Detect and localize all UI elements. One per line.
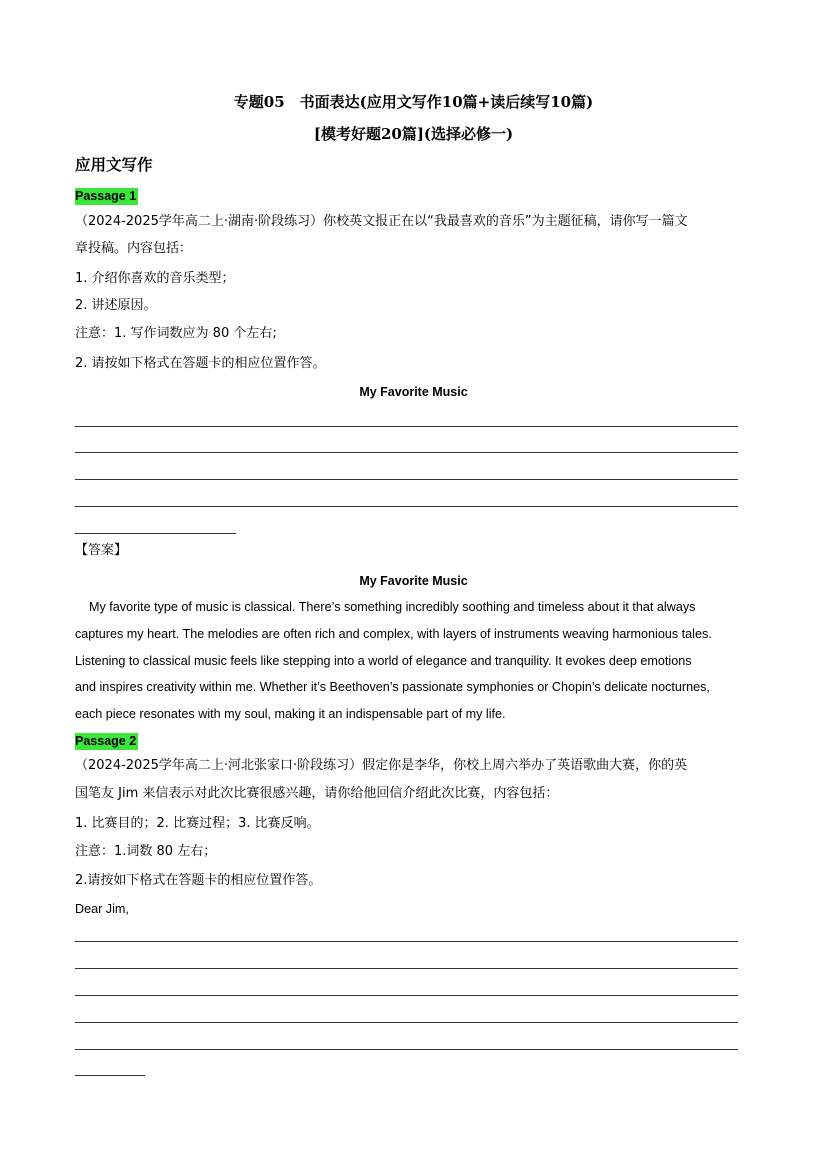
answer-line (75, 426, 738, 427)
document-title-line2: [模考好题20篇](选择必修一) (313, 125, 514, 143)
passage1-tag: Passage 1 (75, 189, 137, 203)
answer-line (75, 995, 738, 996)
answer-line (75, 479, 738, 480)
answer-text-line: each piece resonates with my soul, making it an indispensable part of my life. (75, 707, 506, 721)
passage2-note1: 注意：1.词数 80 左右； (75, 844, 217, 859)
answer-text-line: and inspires creativity within me. Whether it’s Beethoven’s passionate symphonies or Chopin’s delicate nocturnes, (75, 680, 710, 694)
passage2-items: 1. 比赛目的；2. 比赛过程；3. 比赛反响。 (75, 816, 320, 831)
answer-text-line: captures my heart. The melodies are often rich and complex, with layers of instruments weaving harmonious tales. (75, 627, 712, 641)
document-title-line1: 专题05 书面表达(应用文写作10篇+读后续写10篇) (233, 93, 594, 111)
passage2-salutation: Dear Jim, (75, 902, 129, 916)
passage2-prompt-line2: 国笔友 Jim 来信表示对此次比赛很感兴趣，请你给他回信介绍此次比赛，内容包括： (75, 786, 559, 801)
passage1-essay-title: My Favorite Music (359, 385, 468, 399)
answer-line (75, 533, 236, 534)
answer-line (75, 1075, 145, 1076)
answer-label: 【答案】 (75, 543, 128, 558)
answer-line (75, 1022, 738, 1023)
passage1-prompt-line1: （2024-2025学年高二上·湖南·阶段练习）你校英文报正在以“我最喜欢的音乐”为主题征稿，请你写一篇文 (75, 214, 688, 229)
answer-title: My Favorite Music (359, 574, 468, 588)
passage1-note2: 2. 请按如下格式在答题卡的相应位置作答。 (75, 356, 326, 371)
passage1-item2: 2. 讲述原因。 (75, 298, 157, 313)
passage2-prompt-line1: （2024-2025学年高二上·河北张家口·阶段练习）假定你是李华，你校上周六举办了英语歌曲大赛，你的英 (75, 758, 688, 773)
answer-line (75, 506, 738, 507)
answer-line (75, 1049, 738, 1050)
passage1-prompt-line2: 章投稿。内容包括： (75, 241, 193, 256)
section-heading: 应用文写作 (75, 156, 153, 174)
answer-line (75, 941, 738, 942)
answer-text-line: Listening to classical music feels like stepping into a world of elegance and tranquility. It evokes deep emotions (75, 654, 692, 668)
passage2-tag: Passage 2 (75, 734, 137, 748)
answer-line (75, 452, 738, 453)
passage1-note1: 注意：1. 写作词数应为 80 个左右; (75, 326, 277, 341)
passage2-note2: 2.请按如下格式在答题卡的相应位置作答。 (75, 873, 322, 888)
answer-text-line: My favorite type of music is classical. There’s something incredibly soothing and timeless about it that always (89, 600, 696, 614)
passage1-item1: 1. 介绍你喜欢的音乐类型； (75, 271, 235, 286)
answer-line (75, 968, 738, 969)
